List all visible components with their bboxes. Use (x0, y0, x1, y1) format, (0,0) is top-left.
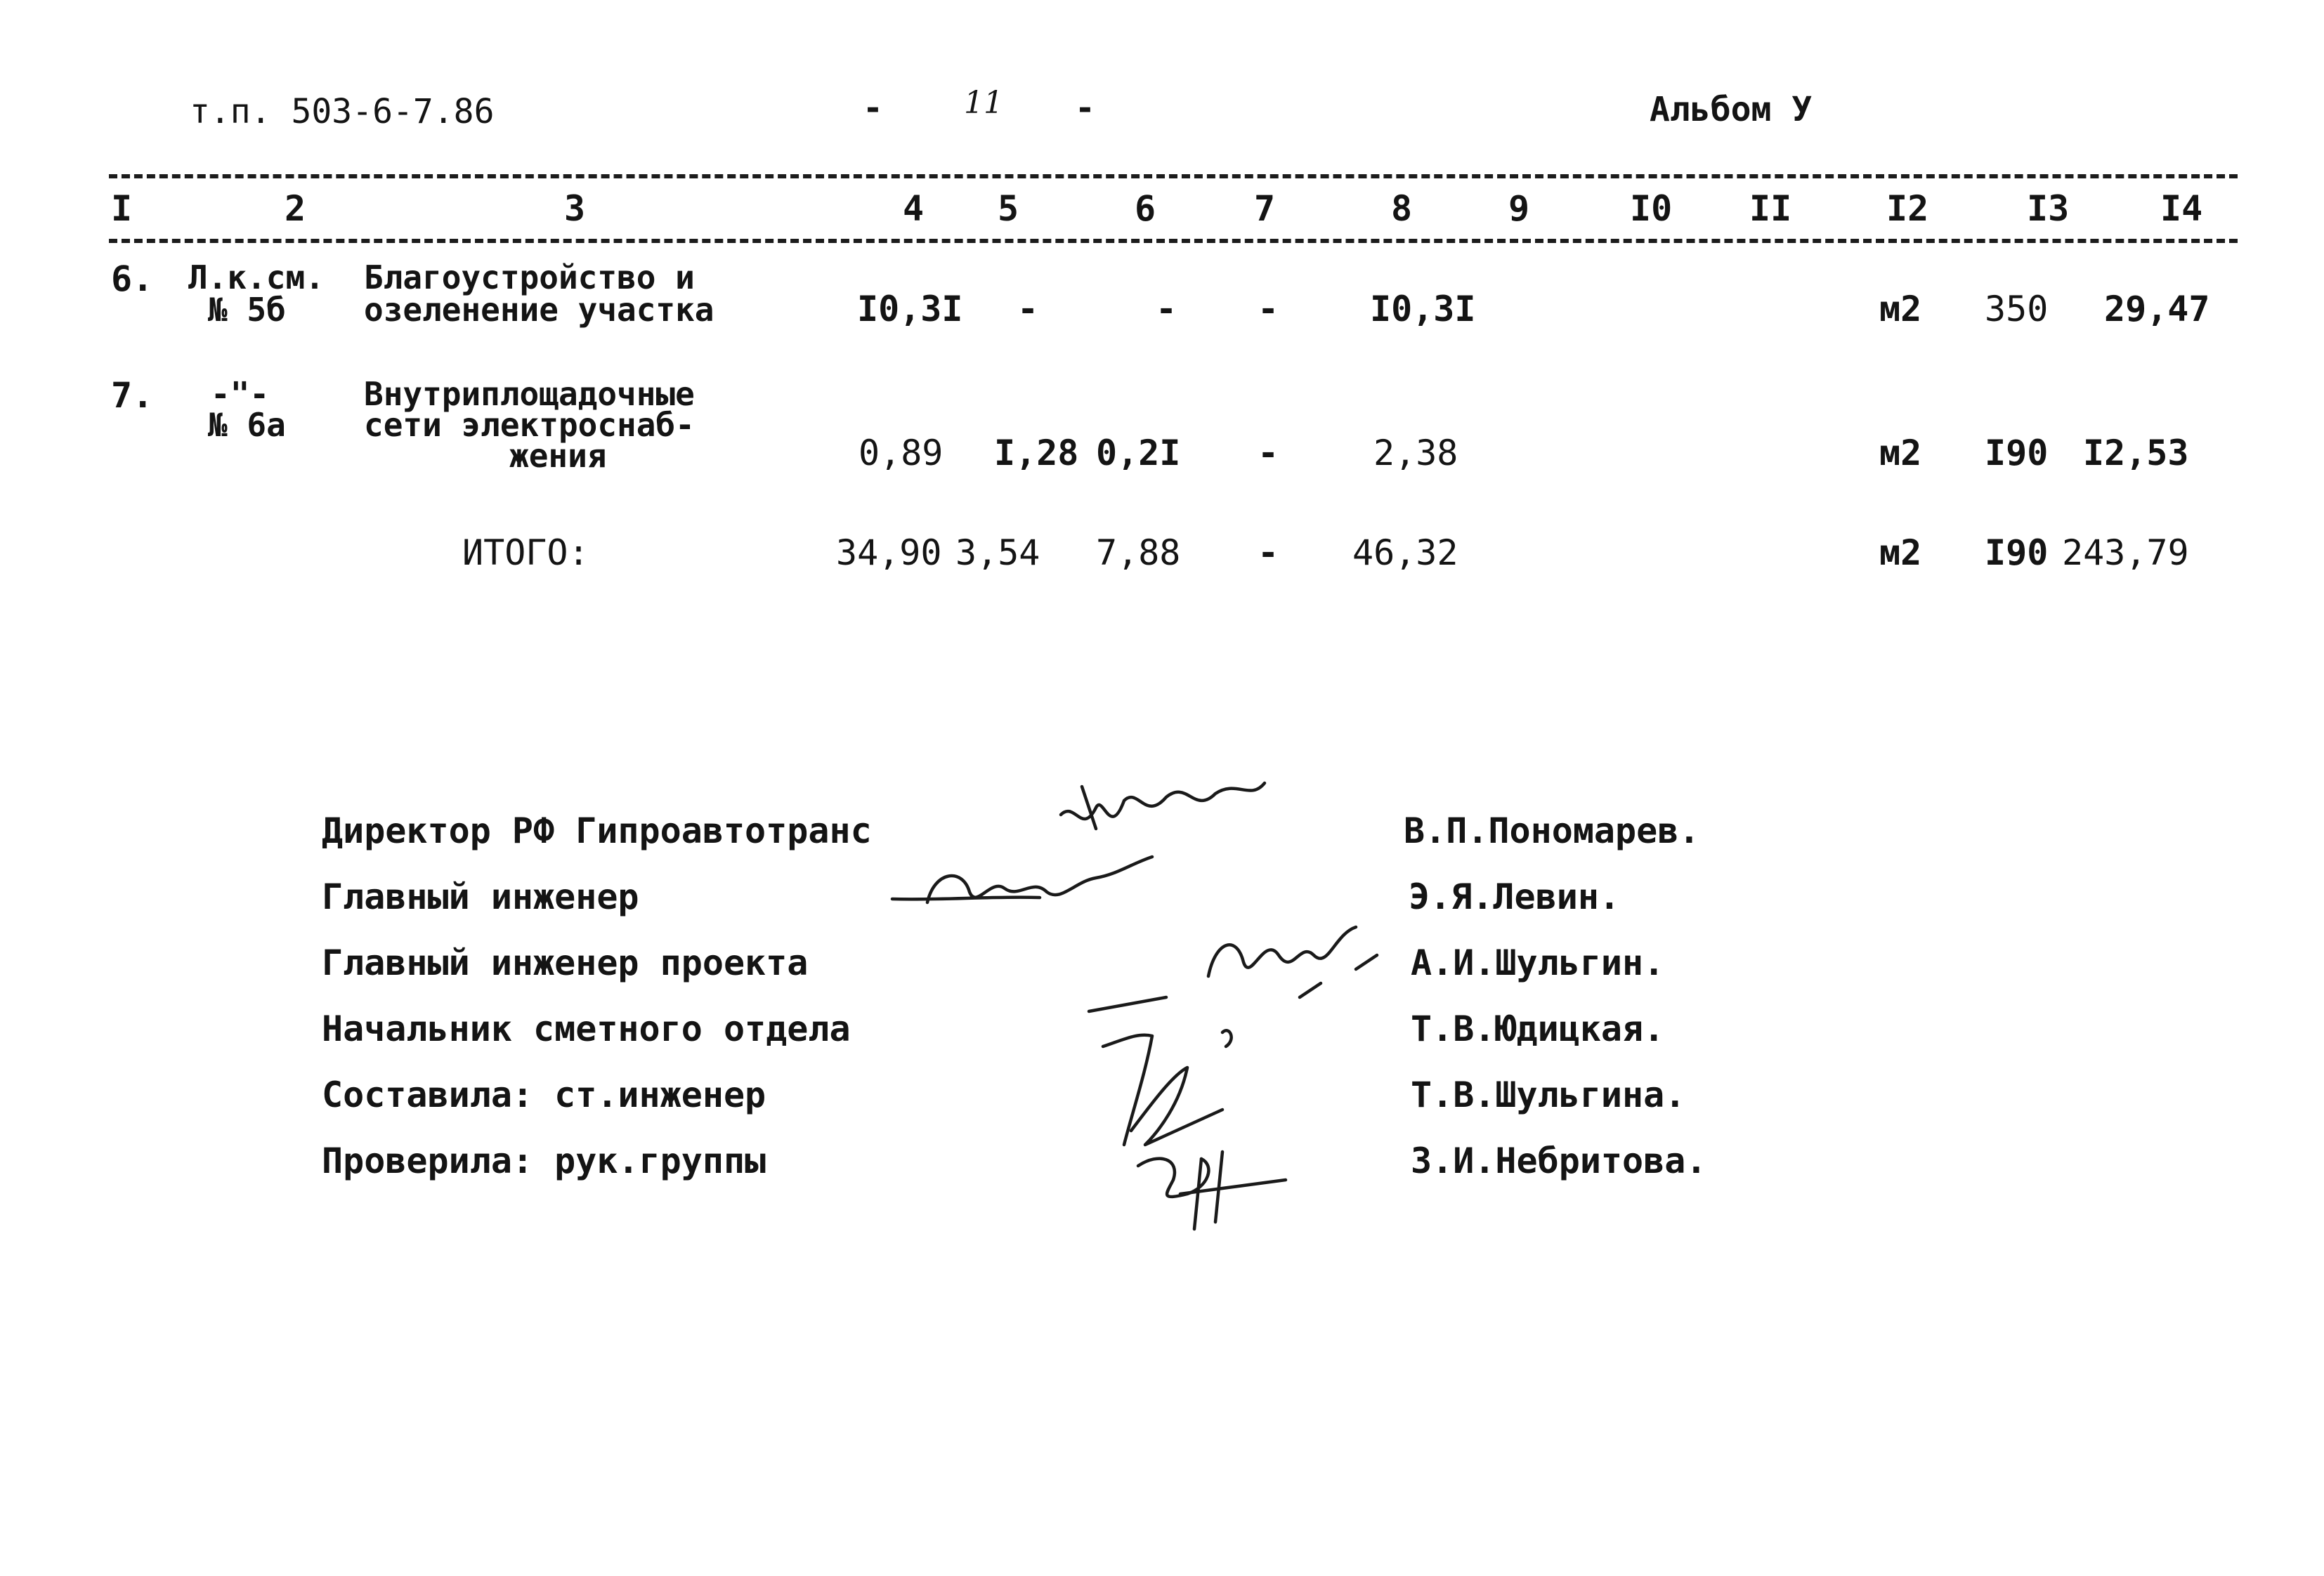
signatory-position: Проверила: рук.группы (322, 1141, 766, 1181)
signatory-name: Э.Я.Левин. (1409, 876, 1621, 917)
row-name: озеленение участка (364, 291, 714, 329)
page-dash-left: - (863, 88, 883, 128)
row-reference: Л.к.см. (188, 258, 325, 296)
column-header: 7 (1254, 188, 1276, 229)
total-value: 243,79 (2062, 532, 2189, 573)
column-header: 4 (903, 188, 925, 229)
column-header: I (111, 188, 133, 229)
total-value: 7,88 (1096, 532, 1181, 573)
unit-value: м2 (1879, 532, 1922, 573)
signatory-name: В.П.Пономарев. (1404, 810, 1700, 851)
cell-value: I90 (1985, 433, 2049, 473)
column-header: 2 (285, 188, 306, 229)
row-name: жения (509, 437, 607, 475)
unit-value: м2 (1879, 289, 1922, 329)
signatory-position: Начальник сметного отдела (322, 1009, 851, 1049)
column-header: I3 (2027, 188, 2070, 229)
total-value: 46,32 (1352, 532, 1458, 573)
cell-value: - (1156, 289, 1177, 329)
header-bottom-rule (109, 239, 2238, 243)
signatory-name: З.И.Небритова. (1411, 1141, 1707, 1181)
row-name: Благоустройство и (364, 258, 695, 296)
cell-value: I,28 (994, 433, 1079, 473)
row-name: Внутриплощадочные (364, 375, 695, 413)
column-header: 5 (998, 188, 1019, 229)
signature-chief-engineer (885, 850, 1180, 927)
signatory-position: Составила: ст.инженер (322, 1075, 766, 1115)
cell-value: 0,89 (859, 433, 944, 473)
cell-value: - (1258, 433, 1279, 473)
header-top-rule (109, 174, 2238, 178)
signature-group-lead (1124, 1138, 1307, 1243)
column-header: I4 (2160, 188, 2203, 229)
column-header: 3 (564, 188, 586, 229)
album-label: Альбом У (1650, 90, 1813, 129)
signatory-name: Т.В.Юдицкая. (1411, 1009, 1665, 1049)
unit-value: м2 (1879, 433, 1922, 473)
total-label: ИТОГО: (462, 532, 589, 573)
total-value: - (1258, 532, 1279, 573)
signatory-position: Главный инженер проекта (322, 943, 809, 983)
column-header: I2 (1886, 188, 1929, 229)
cell-value: I0,3I (1370, 289, 1476, 329)
total-value: I90 (1985, 532, 2049, 573)
row-reference: № 5б (208, 291, 286, 329)
document-reference: т.п. 503-6-7.86 (190, 92, 495, 131)
cell-value: 2,38 (1373, 433, 1458, 473)
page-dash-right: - (1075, 88, 1095, 128)
row-name: сети электроснаб- (364, 406, 695, 444)
total-value: 34,90 (836, 532, 942, 573)
signatory-position: Директор РФ Гипроавтотранс (322, 810, 872, 851)
cell-value: - (1017, 289, 1039, 329)
column-header: II (1749, 188, 1792, 229)
cell-value: I0,3I (857, 289, 963, 329)
column-header: 8 (1391, 188, 1413, 229)
row-number: 6. (111, 258, 154, 299)
cell-value: 0,2I (1096, 433, 1181, 473)
row-reference: -"- (211, 375, 270, 413)
signature-director (1054, 773, 1279, 850)
row-number: 7. (111, 375, 154, 416)
cell-value: - (1258, 289, 1279, 329)
signatory-name: А.И.Шульгин. (1411, 943, 1665, 983)
total-value: 3,54 (955, 532, 1040, 573)
cell-value: 350 (1985, 289, 2049, 329)
column-header: I0 (1630, 188, 1673, 229)
column-header: 6 (1135, 188, 1156, 229)
signatory-position: Главный инженер (322, 876, 639, 917)
page-number: 11 (964, 85, 1003, 121)
cell-value: 29,47 (2104, 289, 2210, 329)
row-reference: № 6а (208, 406, 286, 444)
cell-value: I2,53 (2083, 433, 2189, 473)
signatory-name: Т.В.Шульгина. (1411, 1075, 1686, 1115)
column-header: 9 (1508, 188, 1530, 229)
